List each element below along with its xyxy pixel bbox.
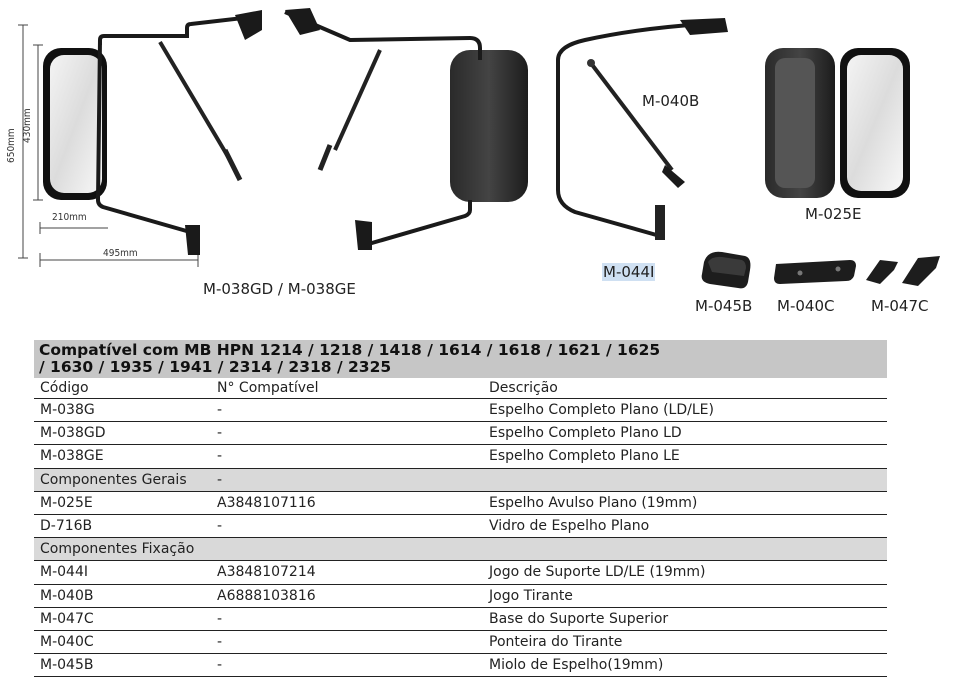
header-compativel: N° Compatível <box>217 380 319 396</box>
cell-compativel: - <box>217 448 223 465</box>
cell-descricao: Espelho Completo Plano (LD/LE) <box>489 402 714 418</box>
table-header <box>34 378 887 399</box>
cell-compativel: - <box>217 402 223 418</box>
tie-rod-m040b <box>587 59 685 188</box>
cell-codigo: Componentes Gerais <box>40 471 187 488</box>
label-m038: M-038GD / M-038GE <box>203 280 356 298</box>
cell-codigo: M-047C <box>40 610 94 627</box>
cell-compativel: A3848107214 <box>217 564 316 581</box>
product-illustrations <box>0 0 959 330</box>
cell-codigo: M-038GD <box>40 425 106 442</box>
part-m047c <box>866 256 940 286</box>
cell-descricao: Jogo Tirante <box>489 587 573 604</box>
table-row <box>34 608 887 631</box>
table-title-line1: Compatível com MB HPN 1214 / 1218 / 1418 / 1614 / 1618 / 1621 / 1625 <box>39 341 661 359</box>
cell-codigo: M-044I <box>40 564 88 581</box>
cell-compativel: - <box>217 471 223 488</box>
cell-compativel: A3848107116 <box>217 494 316 511</box>
label-m044i: M-044I <box>603 263 655 281</box>
cell-compativel: - <box>217 610 223 627</box>
label-m045b: M-045B <box>695 297 753 315</box>
cell-codigo: M-045B <box>40 657 94 674</box>
table-row <box>34 422 887 445</box>
header-codigo: Código <box>40 380 89 396</box>
cell-descricao: Espelho Completo Plano LE <box>489 448 680 465</box>
cell-codigo: M-040C <box>40 633 94 650</box>
table-section-row <box>34 469 887 492</box>
cell-descricao: Jogo de Suporte LD/LE (19mm) <box>489 564 706 581</box>
cell-codigo: M-038G <box>40 402 95 418</box>
cell-compativel: - <box>217 657 223 674</box>
part-m040c <box>774 260 856 284</box>
compatibility-table <box>34 340 887 677</box>
cell-descricao: Base do Suporte Superior <box>489 610 669 627</box>
mirror-m025e <box>765 48 910 198</box>
cell-descricao: Miolo de Espelho(19mm) <box>489 657 664 674</box>
label-m025e: M-025E <box>805 205 862 223</box>
label-m047c: M-047C <box>871 297 929 315</box>
cell-compativel: - <box>217 517 223 534</box>
cell-codigo: Componentes Fixação <box>40 541 195 558</box>
table-section-row <box>34 538 887 561</box>
cell-codigo: M-040B <box>40 587 94 604</box>
cell-descricao: Vidro de Espelho Plano <box>489 517 650 534</box>
mirror-right-back <box>285 8 528 250</box>
cell-compativel: - <box>217 425 223 442</box>
table-row <box>34 445 887 468</box>
table-row <box>34 654 887 677</box>
dim-430: 430mm <box>22 108 33 143</box>
table-title <box>34 340 887 378</box>
table-row <box>34 631 887 654</box>
table-row <box>34 515 887 538</box>
header-descricao: Descrição <box>489 380 558 396</box>
cell-codigo: M-038GE <box>40 448 104 465</box>
label-m040c: M-040C <box>777 297 835 315</box>
dim-210: 210mm <box>52 212 87 223</box>
cell-codigo: M-025E <box>40 494 93 511</box>
cell-codigo: D-716B <box>40 517 93 534</box>
label-m040b: M-040B <box>642 92 700 110</box>
cell-descricao: Ponteira do Tirante <box>489 633 623 650</box>
cell-descricao: Espelho Avulso Plano (19mm) <box>489 494 698 511</box>
table-body <box>34 399 887 677</box>
cell-compativel: A6888103816 <box>217 587 316 604</box>
table-row <box>34 399 887 422</box>
dim-495: 495mm <box>103 248 138 259</box>
table-row <box>34 492 887 515</box>
table-row <box>34 561 887 584</box>
table-title-line2: / 1630 / 1935 / 1941 / 2314 / 2318 / 2325 <box>39 358 392 376</box>
cell-compativel: - <box>217 633 223 650</box>
dim-650: 650mm <box>6 128 17 163</box>
part-m045b <box>702 252 751 289</box>
cell-descricao: Espelho Completo Plano LD <box>489 425 682 442</box>
table-row <box>34 585 887 608</box>
